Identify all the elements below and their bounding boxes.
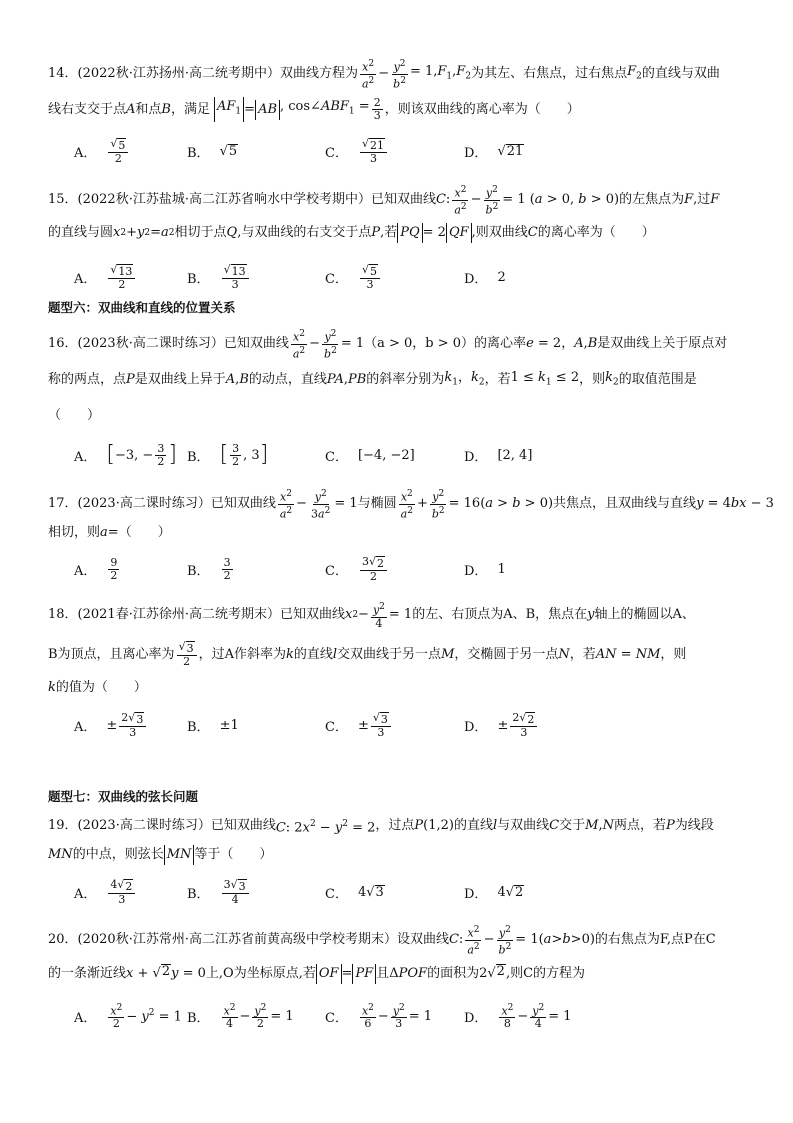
q19-option-c[interactable]: C． 4√ 3 (325, 884, 384, 902)
q19-option-b[interactable]: B． 3√ 3 4 (187, 875, 251, 909)
q19-line1: 19．(2023·高二课时练习）已知双曲线 C: $2x^2 - y^2 = 2$ ，过点 P(1,2) 的直线 l 与双曲线 C 交于 M,N 两点，若 P 为线段 (48, 818, 714, 836)
q16-line3: （ ） (48, 408, 101, 423)
q20-line2: 的一条渐近线 x + √ 2 y = 0 上,O为坐标原点,若 OF = PF 且 ΔPOF 的面积为 2√ 2 , 则C的方程为 (48, 964, 753, 984)
q16-option-a[interactable]: A． [ −3, − $\frac{3}{2}$ ] (74, 441, 177, 468)
q15-option-a[interactable]: A． √ 13 2 (74, 260, 137, 294)
q20-option-b[interactable]: B． $\frac{x^2}{4}$ − $\frac{y^2}{2}$ = 1 (187, 1002, 294, 1031)
section-heading-7: 题型七：双曲线的弦长问题 (48, 789, 199, 804)
q18-option-c[interactable]: C． ± √ 3 3 (325, 708, 393, 742)
q14-option-a[interactable]: A． √ 5 2 (74, 134, 130, 168)
q16-line2: 称的两点，点 P 是双曲线上异于 A,B 的动点，直线 PA,PB 的斜率分别为 $k_1$，$k_2$ ，若 $1 \le k_1 \le 2$ ，则 $k_2$ 的取值范围是 (48, 370, 697, 388)
q16-options (74, 438, 753, 472)
q18-line3: k 的值为（ ） (48, 680, 147, 695)
q19-line2: MN 的中点，则弦长 MN 等于（ ） (48, 845, 753, 865)
q14-options (74, 134, 753, 168)
math-frac: $\frac{2}{3}$ (373, 96, 381, 122)
q18-options (74, 708, 753, 742)
q14-line2: 线右支交于点 A 和点 B ，满足 $AF_1$ = AB , $\cos\angle ABF_1$ = $\frac{2}{3}$ ，则该双曲线的离心率为（ ） (48, 96, 580, 122)
q15-line2: 的直线与圆 x 2 + y 2 = a 2 相切于点 Q , 与双曲线的右支交于点 P , 若 PQ = 2 QF , 则双曲线 C 的离心率为（ ） (48, 223, 753, 243)
q17-line1: 17．(2023·高二课时练习）已知双曲线 $\frac{x^2}{a^2}$ − $\frac{y^2}{3a^2}$ = 1 与椭圆 $\frac{x^2}{a^2}$ + $\frac{y^2}{b^2}$ = 16(a > b > 0) 共焦点，且双曲线与直线 y = 4bx − 3 (48, 489, 774, 521)
q17-option-d[interactable]: D． 1 (464, 561, 506, 579)
q20-option-c[interactable]: C． $\frac{x^2}{6}$ − $\frac{y^2}{3}$ = 1 (325, 1002, 433, 1031)
math-frac: $\frac{y^2}{b^2}$ (393, 59, 406, 91)
q16-option-b[interactable]: B． [ $\frac{3}{2}$ , 3 ] (187, 441, 269, 468)
q18-line1: 18．(2021春·江苏徐州·高二统考期末）已知双曲线 x 2 − $\frac{y^2}{4}$ = 1 的左、右顶点为A、B，焦点在 y 轴上的椭圆以A、 (48, 602, 695, 630)
q20-options (74, 999, 753, 1033)
q15-line1: 15．(2022秋·江苏盐城·高二江苏省响水中学校考期中）已知双曲线 C : $\frac{x^2}{a^2}$ − $\frac{y^2}{b^2}$ = 1 (a > 0, b > 0) 的左焦点为 F , 过 F (48, 185, 720, 217)
q19-option-d[interactable]: D． 4√ 2 (464, 884, 524, 902)
q16-option-d[interactable]: D． [2, 4] (464, 447, 533, 465)
q15-option-d[interactable]: D． 2 (464, 269, 506, 287)
q18-option-b[interactable]: B． ±1 (187, 717, 239, 735)
math-frac: $\frac{x^2}{a^2}$ (361, 59, 375, 91)
q18-option-a[interactable]: A． ± 2√ 3 3 (74, 708, 148, 742)
q17-option-a[interactable]: A． $\frac{9}{2}$ (74, 555, 118, 582)
q14-option-d[interactable]: D． √ 21 (464, 143, 524, 161)
q17-option-b[interactable]: B． $\frac{3}{2}$ (187, 555, 231, 582)
q20-line1: 20．(2020秋·江苏常州·高二江苏省前黄高级中学校考期末）设双曲线 C : $\frac{x^2}{a^2}$ − $\frac{y^2}{b^2}$ = 1(a>b>0) 的右焦点为F,点P在C (48, 925, 716, 957)
q15-option-c[interactable]: C． √ 5 3 (325, 260, 382, 294)
q18-line2: B为顶点，且离心率为 √ 3 2 ，过A作斜率为 k 的直线 l 交双曲线于另一点 M ，交椭圆于另一点 N ，若 AN = NM ，则 (48, 640, 687, 668)
q15-option-b[interactable]: B． √ 13 3 (187, 260, 251, 294)
q20-option-a[interactable]: A． $\frac{x^2}{2}$ − $y^2 = 1$ (74, 1002, 182, 1031)
q16-line1: 16．(2023秋·高二课时练习）已知双曲线 $\frac{x^2}{a^2}$ − $\frac{y^2}{b^2}$ = 1 （a > 0，b > 0）的离心率 e = 2，A,B 是双曲线上关于原点对 (48, 329, 728, 361)
section-heading-6: 题型六：双曲线和直线的位置关系 (48, 300, 236, 315)
q14-option-c[interactable]: C． √ 21 3 (325, 134, 389, 168)
q19-option-a[interactable]: A． 4√ 2 3 (74, 875, 137, 909)
q17-options (74, 552, 753, 586)
q18-option-d[interactable]: D． ± 2√ 2 3 (464, 708, 539, 742)
q17-line2: 相切，则 a = （ ） (48, 525, 171, 540)
q17-option-c[interactable]: C． 3√ 2 2 (325, 552, 389, 586)
q20-option-d[interactable]: D． $\frac{x^2}{8}$ − $\frac{y^2}{4}$ = 1 (464, 1002, 572, 1031)
q14-stem-text: 14．(2022秋·江苏扬州·高二统考期中）双曲线方程为 (48, 66, 358, 82)
q15-options (74, 260, 753, 294)
q14-line1: 14．(2022秋·江苏扬州·高二统考期中）双曲线方程为 $\frac{x^2}{a^2}$ − $\frac{y^2}{b^2}$ = $1,F_1,F_2$ 为其左、右焦点，过右焦点 $F_2$ 的直线与双曲 (48, 59, 720, 91)
q14-option-b[interactable]: B． √ 5 (187, 143, 238, 161)
q19-options (74, 875, 753, 909)
q16-option-c[interactable]: C． [−4, −2] (325, 447, 415, 465)
